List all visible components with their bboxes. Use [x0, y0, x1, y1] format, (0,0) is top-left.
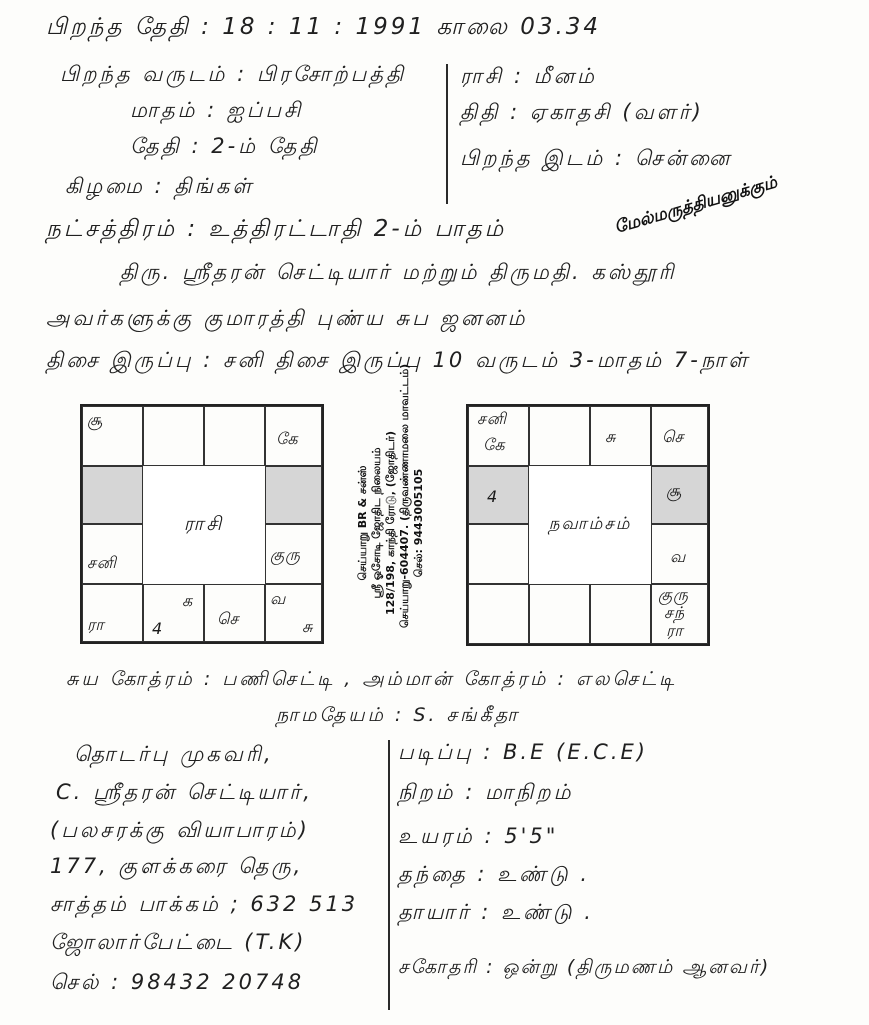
contact-name: C. ஸ்ரீதரன் செட்டியார்,: [56, 780, 313, 804]
navamsa-cell-r0c2: சு: [590, 406, 651, 466]
complexion: நிறம் : மாநிறம்: [398, 780, 574, 804]
rasi-center-label: ராசி: [144, 467, 264, 583]
astrologer-stamp: [338, 363, 443, 628]
parents-line-2: அவர்களுக்கு குமாரத்தி புண்ய சுப ஜனனம்: [46, 306, 528, 330]
sticker-label: மேல்மருத்தியனுக்கும்: [612, 172, 780, 238]
name-line: நாமதேயம் : S. சங்கீதா: [276, 704, 521, 726]
navamsa-cell-r0c0: [468, 406, 529, 466]
navamsa-r3c3-c: ரா: [666, 621, 684, 640]
navamsa-cell-r3c3: [651, 584, 708, 644]
birth-date-line: பிறந்த தேதி : 18 : 11 : 1991 காலை 03.34: [46, 14, 602, 40]
father: தந்தை : உண்டு .: [398, 862, 590, 886]
navamsa-cell-r1c3: சூ: [651, 466, 708, 524]
rasi-cell-r0c2: [204, 406, 265, 466]
contact-business: (பலசரக்கு வியாபாரம்): [50, 818, 310, 842]
navamsa-cell-r1c0: 4: [468, 466, 529, 524]
contact-street: 177, குளக்கரை தெரு,: [50, 854, 304, 878]
info-divider: [446, 64, 448, 204]
rasi-r3c1-top: க: [182, 591, 194, 610]
navamsa-chart: [466, 404, 710, 646]
gothram-line: சுய கோத்ரம் : பணிசெட்டி , அம்மான் கோத்ரம் : எலசெட்டி: [66, 668, 678, 690]
contact-phone: செல் : 98432 20748: [50, 970, 305, 994]
navamsa-cell-r3c2: [590, 584, 651, 644]
stamp-line-4: செய்யாறு-604407. (திருவண்ணாமலை மாவட்டம்): [397, 363, 411, 628]
height: உயரம் : 5'5": [398, 824, 559, 848]
rasi-cell-r3c0: ரா: [82, 584, 143, 642]
birth-day-date: தேதி : 2-ம் தேதி: [130, 134, 320, 158]
rasi-cell-r1c0: [82, 466, 143, 524]
mother: தாயார் : உண்டு .: [398, 900, 594, 924]
navamsa-cell-r2c3: வ: [651, 524, 708, 584]
contact-district: ஜோலார்பேட்டை (T.K): [50, 930, 307, 954]
birth-year: பிறந்த வருடம் : பிரசோற்பத்தி: [60, 62, 407, 86]
navamsa-r0c0-bottom: கே: [483, 435, 506, 454]
stamp-line-2: ஸ்ரீ ஓசோடி ஜோதிட நிலையம்: [369, 447, 383, 599]
education: படிப்பு : B.E (E.C.E): [398, 740, 648, 764]
rasi-cell-r2c3: குரு: [265, 524, 322, 584]
details-divider: [388, 740, 390, 1010]
navamsa-cell-r0c1: [529, 406, 590, 466]
navamsa-cell-r0c3: செ: [651, 406, 708, 466]
rasi-cell-r1c3: [265, 466, 322, 524]
contact-heading: தொடர்பு முகவரி,: [74, 742, 274, 766]
rasi-cell-r0c0: சூ: [82, 406, 143, 466]
stamp-line-3: 128/198, காந்தி ரோடு, (ஜோதிடர்): [383, 431, 397, 615]
weekday: கிழமை : திங்கள்: [65, 174, 255, 198]
siblings: சகோதரி : ஒன்று (திருமணம் ஆனவர்): [398, 956, 771, 978]
thithi-info: திதி : ஏகாதசி (வளர்): [460, 100, 704, 124]
birth-place: பிறந்த இடம் : சென்னை: [460, 146, 733, 170]
star-line: நட்சத்திரம் : உத்திரட்டாதி 2-ம் பாதம்: [46, 216, 507, 242]
rasi-cell-r3c2: செ: [204, 584, 265, 642]
rasi-cell-r0c3: கே: [265, 406, 322, 466]
rasi-cell-r2c0: சனி: [82, 524, 143, 584]
stamp-line-1: செய்யாறு BR & சன்ஸ்: [355, 465, 369, 581]
rasi-r3c3-top: வ: [270, 589, 287, 608]
contact-town: சாத்தம் பாக்கம் ; 632 513: [50, 892, 359, 916]
navamsa-r0c0-top: சனி: [477, 409, 507, 428]
navamsa-cell-r3c1: [529, 584, 590, 644]
navamsa-center-label: நவாம்சம்: [530, 467, 650, 583]
stamp-line-5: செல்: 9443005105: [411, 468, 425, 578]
parents-line-1: திரு. ஸ்ரீதரன் செட்டியார் மற்றும் திருமதி. கஸ்தூரி: [120, 260, 677, 284]
dasa-line: திசை இருப்பு : சனி திசை இருப்பு 10 வருடம் 3-மாதம் 7-நாள்: [46, 348, 751, 372]
rasi-chart: [80, 404, 324, 644]
rasi-r3c3-bottom: சு: [302, 617, 314, 636]
navamsa-r3c3-b: சந்: [664, 603, 686, 622]
rasi-cell-r3c3: [265, 584, 322, 642]
navamsa-r3c3-a: குரு: [658, 585, 689, 604]
rasi-cell-r3c1: [143, 584, 204, 642]
rasi-cell-r0c1: [143, 406, 204, 466]
birth-month: மாதம் : ஐப்பசி: [130, 98, 304, 122]
rasi-r3c1-bottom: 4: [152, 619, 164, 638]
rasi-info: ராசி : மீனம்: [460, 64, 597, 88]
navamsa-cell-r2c0: [468, 524, 529, 584]
navamsa-cell-r3c0: [468, 584, 529, 644]
